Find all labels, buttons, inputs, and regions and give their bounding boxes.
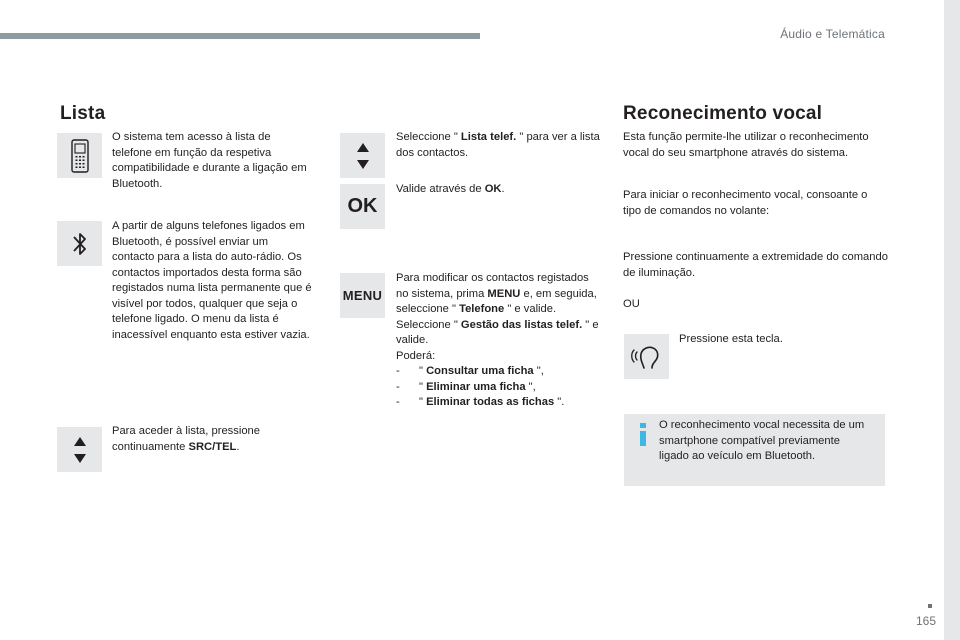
up-down-arrows-icon: [57, 427, 102, 472]
right-paragraph-1: Esta função permite-lhe utilizar o reconhecimento vocal do seu smartphone através do sistema.: [623, 131, 869, 159]
header-bar: [0, 33, 480, 39]
page-edge-strip: [944, 0, 960, 640]
menu-button-icon: [340, 273, 385, 318]
menu-button-label: MENU: [342, 288, 383, 303]
right-paragraph-5: Pressione esta tecla.: [679, 333, 783, 345]
right-or-label: OU: [623, 298, 640, 310]
section-title: Áudio e Telemática: [780, 27, 885, 41]
right-paragraph-2: Para iniciar o reconhecimento vocal, consoante o tipo de comandos no volante:: [623, 189, 868, 217]
ok-button-label: OK: [347, 195, 378, 217]
voice-command-icon: [624, 334, 669, 379]
info-note-text: O reconhecimento vocal necessita de um smartphone compatível previamente ligado ao veículo em Bluetooth.: [659, 419, 865, 462]
middle-paragraph-1: Seleccione " Lista telef. " para ver a lista dos contactos.: [396, 131, 600, 159]
page-number: 165: [915, 614, 936, 628]
page-dot: [928, 604, 932, 608]
up-down-arrows-icon: [340, 133, 385, 178]
info-note-box: [624, 414, 885, 486]
middle-paragraph-2: Valide através de OK.: [396, 183, 505, 195]
reconhecimento-title: Reconecimento vocal: [623, 103, 823, 124]
lista-paragraph-2: A partir de alguns telefones ligados em Bluetooth, é possível enviar um contacto para a lista do auto-rádio. Os contactos importados desta forma são registados numa lista permanente que é visível por todos, qualquer que seja o telefone ligado. O menu da lista é inacessível enquanto esta estiver vazia.: [112, 220, 312, 341]
lista-title: Lista: [60, 103, 106, 124]
lista-paragraph-1: O sistema tem acesso à lista de telefone em função da respetiva compatibilidade e durante a ligação em Bluetooth.: [112, 131, 307, 190]
middle-paragraph-3: Para modificar os contactos registados no sistema, prima MENU e, em seguida, seleccione " Telefone " e valide. Seleccione " Gestão das listas telef. " e valide. Poderá: - " Consultar uma ficha ", - " Eliminar uma ficha ", - " Eliminar todas as fichas ".: [396, 272, 599, 408]
lista-paragraph-3: Para aceder à lista, pressione continuamente SRC/TEL.: [112, 425, 261, 453]
phone-icon: [57, 133, 102, 178]
ok-button-icon: [340, 184, 385, 229]
bluetooth-icon: [57, 221, 102, 266]
right-paragraph-3: Pressione continuamente a extremidade do comando de iluminação.: [623, 251, 888, 279]
